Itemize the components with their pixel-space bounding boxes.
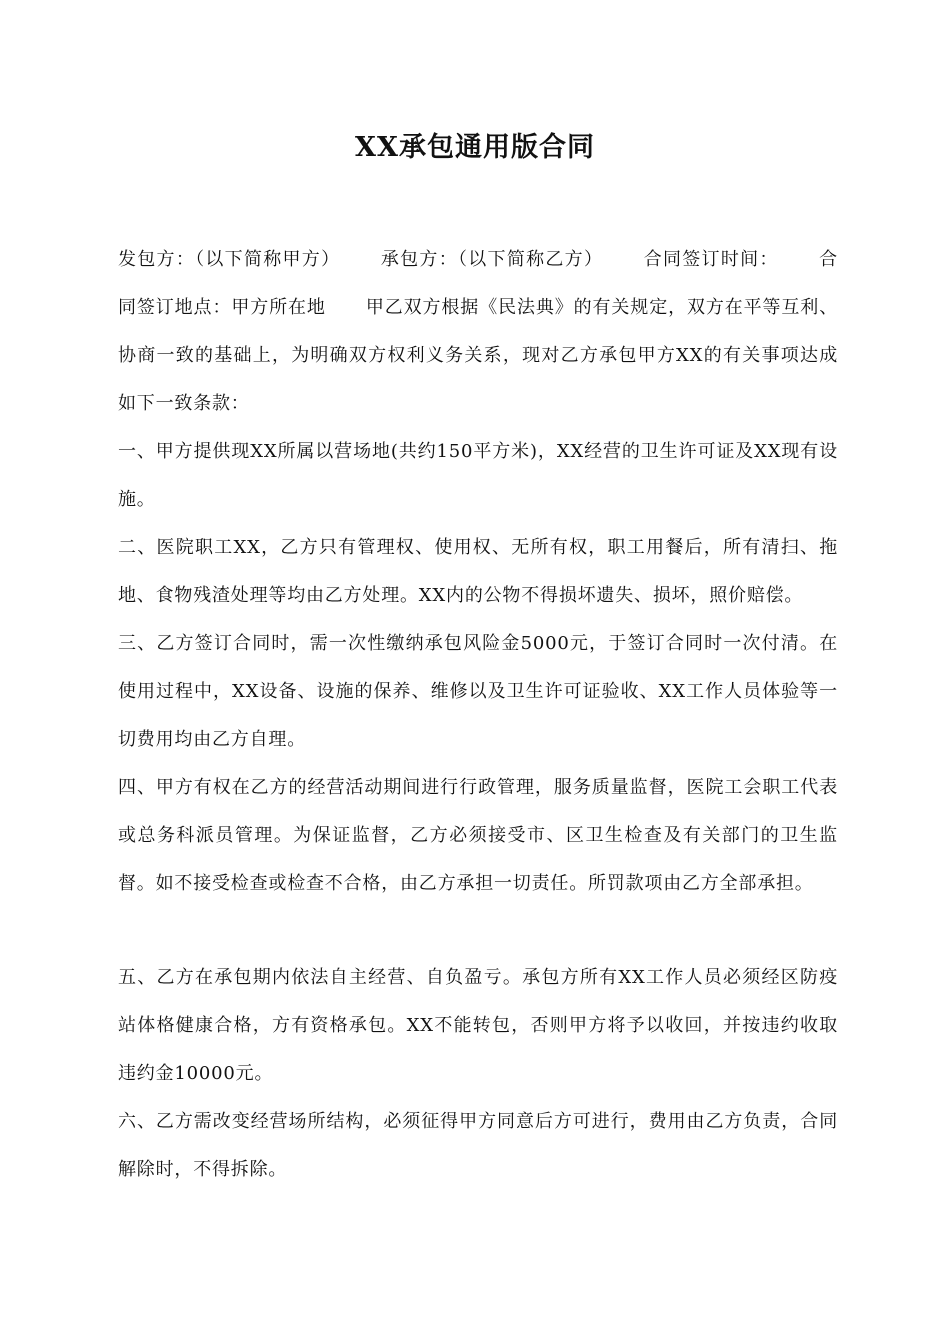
intro-paragraph [118, 236, 838, 428]
intro-preamble: 甲乙双方根据《民法典》的有关规定，双方在平等互利、协商一致的基础上，为明确双方权利义务关系，现对乙方承包甲方XX的有关事项达成如下一致条款： [118, 297, 838, 414]
clause-1: 一、甲方提供现XX所属以营场地(共约150平方米)，XX经营的卫生许可证及XX现有设施。 [118, 441, 838, 510]
intro-sign-place: 合同签订地点：甲方所在地 [118, 249, 838, 318]
clause-4: 四、甲方有权在乙方的经营活动期间进行行政管理，服务质量监督，医院工会职工代表或总务科派员管理。为保证监督，乙方必须接受市、区卫生检查及有关部门的卫生监督。如不接受检查或检查不合格，由乙方承担一切责任。所罚款项由乙方全部承担。 [118, 777, 838, 894]
intro-sign-time: 合同签订时间： [643, 249, 779, 270]
clause-3: 三、乙方签订合同时，需一次性缴纳承包风险金5000元，于签订合同时一次付清。在使用过程中，XX设备、设施的保养、维修以及卫生许可证验收、XX工作人员体验等一切费用均由乙方自理。 [118, 633, 838, 750]
document-title: XX承包通用版合同 [355, 132, 595, 163]
clause-6: 六、乙方需改变经营场所结构，必须征得甲方同意后方可进行，费用由乙方负责，合同解除时，不得拆除。 [118, 1111, 838, 1180]
clause-2: 二、医院职工XX，乙方只有管理权、使用权、无所有权，职工用餐后，所有清扫、拖地、食物残渣处理等均由乙方处理。XX内的公物不得损坏遗失、损坏，照价赔偿。 [118, 537, 838, 606]
document-body [118, 236, 838, 1194]
intro-party-a: 发包方：（以下简称甲方） [118, 249, 341, 270]
intro-party-b: 承包方：（以下简称乙方） [380, 249, 604, 270]
clause-5: 五、乙方在承包期内依法自主经营、自负盈亏。承包方所有XX工作人员必须经区防疫站体格健康合格，方有资格承包。XX不能转包，否则甲方将予以收回，并按违约收取违约金10000元。 [118, 967, 838, 1084]
